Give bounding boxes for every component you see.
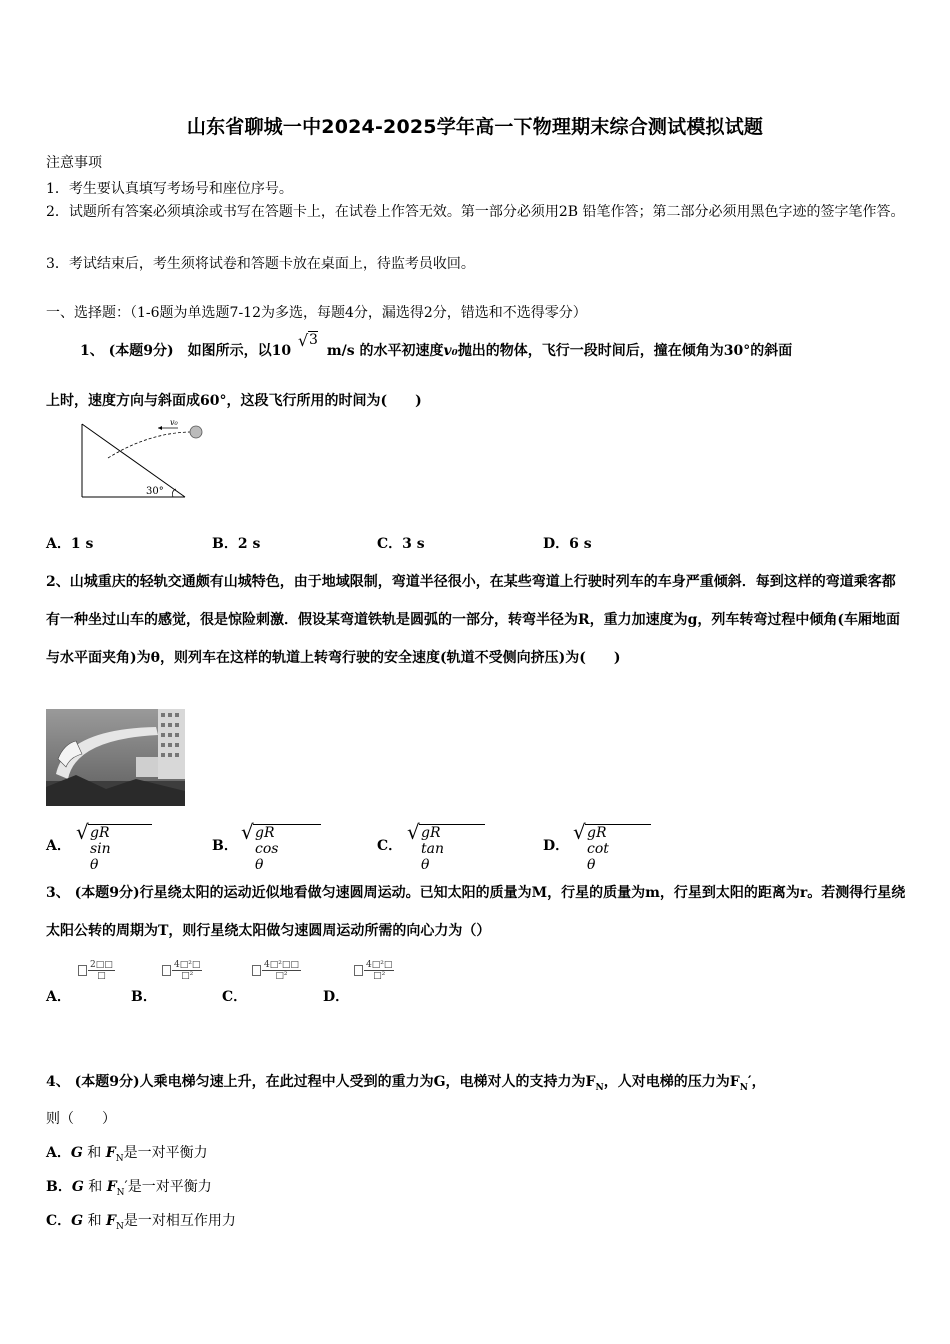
q3-option-b-fraction: 4□²□ □² <box>174 960 201 981</box>
placeholder-box <box>252 965 261 976</box>
notes-heading: 注意事项 <box>46 155 102 171</box>
q1-option-d: D．6 s <box>543 536 592 552</box>
incline-diagram <box>78 418 208 502</box>
q1-option-b: B．2 s <box>212 536 261 552</box>
q3-option-c-label: C． <box>222 989 248 1005</box>
question-2-text: 2、山城重庆的轻轨交通颇有山城特色，由于地域限制，弯道半径很小，在某些弯道上行驶时列车的车身严重倾斜．每到这样的弯道乘客都有一种坐过山车的感觉，很是惊险刺激．假设某弯道铁轨是圆弧的一部分，转弯半径为R，重力加速度为g，列车转弯过程中倾角(车厢地面与水平面夹角)为θ，则列车在这样的轨道上转弯行驶的安全速度(轨道不受侧向挤压)为( ) <box>46 574 901 666</box>
placeholder-box <box>78 965 87 976</box>
angle-label: 30° <box>146 486 164 497</box>
q3-option-a-label: A． <box>46 989 71 1005</box>
q3-option-d-label: D． <box>323 989 350 1005</box>
house <box>136 757 158 777</box>
q2-option-d-label: D． <box>543 838 570 854</box>
q1-option-a: A．1 s <box>46 536 94 552</box>
note-3: 3．考试结束后，考生须将试卷和答题卡放在桌面上，待监考员收回。 <box>46 256 475 272</box>
train-photo <box>46 709 185 806</box>
section-heading: 一、选择题：（1-6题为单选题7-12为多选，每题4分，漏选得2分，错选和不选得零分） <box>46 305 587 321</box>
q4-option-c: C．G 和 $F_N$是一对相互作用力 <box>46 1213 236 1232</box>
question-1-line1: 1、 (本题9分) 如图所示，以10 √ 3 m/s 的水平初速度v₀抛出的物体，飞行一段时间后，撞在倾角为30°的斜面 <box>80 331 793 359</box>
question-3-text: 3、 (本题9分)行星绕太阳的运动近似地看做匀速圆周运动。已知太阳的质量为M，行星的质量为m，行星到太阳的距离为r。若测得行星绕太阳公转的周期为T，则行星绕太阳做匀速圆周运动所需的向心力为（） <box>46 885 906 939</box>
exam-page: 山东省聊城一中2024-2025学年高一下物理期末综合测试模拟试题 注意事项 1．考生要认真填写考场号和座位序号。 2．试题所有答案必须填涂或书写在答题卡上，在试卷上作答无效。第一部分必须用2B 铅笔作答；第二部分必须用黑色字迹的签字笔作答。 3．考试结束后，考生须将试卷和答题卡放在桌面上，待监考员收回。 一、选择题：（1-6题为单选题7-12为多选，每题4分，漏选得2分，错选和不选得零分） 1、 (本题9分) 如图所示，以10 √ 3 m/s 的水平初速度v₀抛出的物体，飞行一段时间后，撞在倾角为30°的斜面 上时，速度方向与斜面成60°，这段飞行所用的时间为( ) v₀ 30° A．1 s B．2 s C．3 s D．6 s 2、山城重庆的轻轨交通颇有山城特色，由于地域限制，弯道半径很小，在某些弯道上行驶时列车的车身严重倾斜．每到这样的弯道乘客都有一种坐过山车的感觉，很是惊险刺激．假设某弯道铁轨是圆弧的一部分，转弯半径为R，重力加速度为g，列车转弯过程中倾角(车厢地面与水平面夹角)为θ，则列车在这样的轨道上转弯行驶的安全速度(轨道不受侧向挤压)为( ) A． √ gR sin θ B． √ gR cos θ C． √ gR tan θ D． √ gR cot θ 3、 (本题9分)行星绕太阳的运动近似地看做匀速圆周运动。已知太阳的质量为M，行星的质量为m，行星到太阳的距离为r。若测得行星绕太阳公转的周期为T，则行星绕太阳做匀速圆周运动所需的向心力为（） A． 2□□ □ B． 4□²□ □² C． 4□²□□ □² D． 4□²□ □² 4、 (本题9分)人乘电梯匀速上升，在此过程中人受到的重力为G，电梯对人的支持力为$F_N$，人对电梯的压力为$F_N'$， 则（ ） A．G 和 $F_N$是一对平衡力 B．G 和 $F_N'$是一对平衡力 C．G 和 $F_N$是一对相互作用力 <box>0 0 950 1344</box>
note-2: 2．试题所有答案必须填涂或书写在答题卡上，在试卷上作答无效。第一部分必须用2B 铅笔作答；第二部分必须用黑色字迹的签字笔作答。 <box>46 204 905 220</box>
v0-label: v₀ <box>170 418 178 427</box>
q1-option-c: C．3 s <box>377 536 425 552</box>
question-4-line1: 4、 (本题9分)人乘电梯匀速上升，在此过程中人受到的重力为G，电梯对人的支持力为$F_N$，人对电梯的压力为$F_N'$， <box>46 1074 766 1093</box>
placeholder-box <box>162 965 171 976</box>
q2-option-b-label: B． <box>212 838 238 854</box>
q2-option-a-label: A． <box>46 838 71 854</box>
q4-option-b: B．G 和 $F_N'$是一对平衡力 <box>46 1179 212 1198</box>
q3-option-d-fraction: 4□²□ □² <box>366 960 393 981</box>
trajectory <box>108 432 190 458</box>
q2-option-c-label: C． <box>377 838 403 854</box>
sqrt-3: √ 3 <box>297 331 318 350</box>
ball <box>190 426 202 438</box>
question-4-line2: 则（ ） <box>46 1111 116 1127</box>
arrow-head <box>158 426 162 430</box>
q4-option-a: A．G 和 $F_N$是一对平衡力 <box>46 1145 208 1164</box>
placeholder-box <box>354 965 363 976</box>
page-title: 山东省聊城一中2024-2025学年高一下物理期末综合测试模拟试题 <box>186 116 764 138</box>
note-1: 1．考生要认真填写考场号和座位序号。 <box>46 181 293 197</box>
q3-option-c-fraction: 4□²□□ □² <box>264 960 299 981</box>
incline-slope <box>82 424 185 497</box>
q3-option-a-fraction: 2□□ □ <box>90 960 113 981</box>
q3-option-b-label: B． <box>131 989 157 1005</box>
question-1-line2: 上时，速度方向与斜面成60°，这段飞行所用的时间为( ) <box>46 393 422 409</box>
